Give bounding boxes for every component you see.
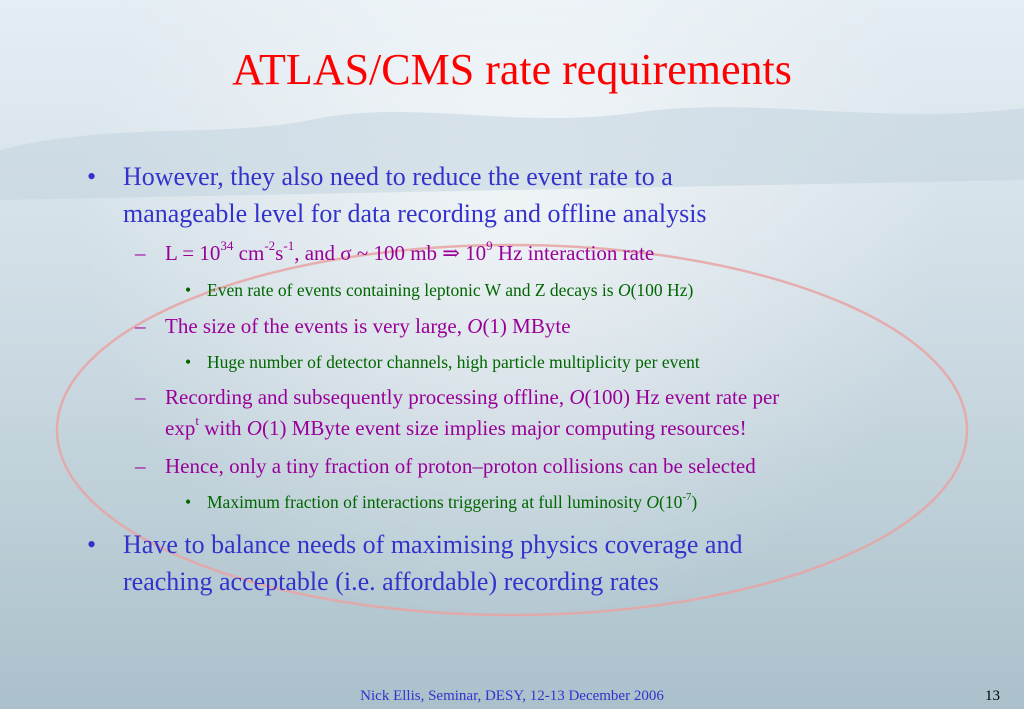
subbullet-offline-processing [135,382,955,444]
text-segment: Hz interaction rate [492,241,655,265]
page-number: 13 [985,688,1000,704]
text-segment: , and σ ~ 100 mb ⇒ 10 [294,241,487,265]
bullet-text-line: However, they also need to reduce the event rate to a [123,162,673,191]
superscript: -1 [283,238,295,254]
text-segment: L = 10 [165,241,221,265]
superscript: t [195,413,199,429]
text-segment: The size of the events is very large, [165,314,468,338]
subsubbullet-detector-channels [185,349,947,375]
text-segment: Even rate of events containing leptonic W and Z decays is [207,280,618,300]
bullet-text-line: manageable level for data recording and offline analysis [123,199,707,228]
subsubbullet-max-fraction [185,489,947,515]
order-symbol: O [467,314,483,338]
bullet-marker: • [185,492,192,512]
text-line [165,382,955,413]
bullet-reduce-rate [87,158,953,232]
text-segment: with [198,416,247,440]
superscript: 9 [486,238,493,254]
superscript: -7 [682,490,692,503]
bullet-text-line: reaching acceptable (i.e. affordable) recording rates [123,567,659,596]
bullet-balance-needs [87,526,953,600]
bullet-text-line: Have to balance needs of maximising physics coverage and [123,530,743,559]
dash-marker: – [135,454,146,478]
slide-title: ATLAS/CMS rate requirements [232,45,792,94]
text-segment: (1) MByte [482,314,571,338]
text-segment: Huge number of detector channels, high particle multiplicity per event [207,352,700,372]
order-symbol: O [246,416,262,440]
text-segment: Recording and subsequently processing offline, [165,385,570,409]
bullet-marker: • [185,352,192,372]
order-symbol: O [617,280,631,300]
subbullet-interaction-rate [135,238,955,269]
order-symbol: O [646,492,659,512]
superscript: -2 [264,238,276,254]
dash-marker: – [135,241,146,265]
bullet-marker: • [87,530,97,559]
order-symbol: O [569,385,585,409]
text-segment: Hence, only a tiny fraction of proton–proton collisions can be selected [165,454,756,478]
dash-marker: – [135,314,146,338]
text-segment: cm [233,241,265,265]
text-segment: s [275,241,284,265]
text-segment: (100) Hz event rate per [584,385,780,409]
text-segment: (10 [659,492,683,512]
bullet-marker: • [87,162,97,191]
text-line [165,413,955,444]
superscript: 34 [220,238,234,254]
dash-marker: – [135,385,146,409]
text-segment: ) [691,492,698,512]
bullet-marker: • [185,280,192,300]
slide-footer: Nick Ellis, Seminar, DESY, 12-13 December 2006 [360,688,664,704]
subbullet-tiny-fraction [135,451,955,482]
text-segment: Maximum fraction of interactions triggering at full luminosity [207,492,647,512]
subbullet-event-size [135,311,955,342]
text-segment: (1) MByte event size implies major computing resources! [261,416,747,440]
text-segment: (100 Hz) [630,280,694,300]
text-segment: exp [165,416,196,440]
subsubbullet-leptonic-decays [185,277,947,303]
